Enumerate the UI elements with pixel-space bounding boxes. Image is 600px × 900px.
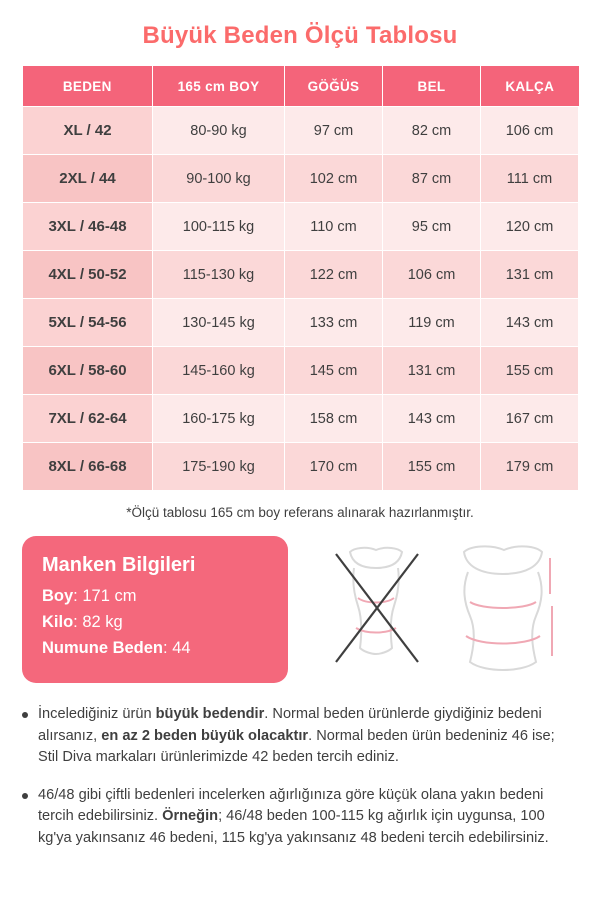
- table-cell-hip: 111 cm: [481, 155, 579, 203]
- table-row: [23, 251, 579, 299]
- model-height-value: 171 cm: [82, 587, 137, 605]
- table-cell-bust: 122 cm: [285, 251, 383, 299]
- bullet-text-2: [38, 785, 578, 850]
- table-header-cell: BEL: [383, 66, 481, 107]
- bullet-dot-icon: [22, 793, 28, 799]
- table-cell-waist: 106 cm: [383, 251, 481, 299]
- table-cell-waist: 87 cm: [383, 155, 481, 203]
- table-header-cell: BEDEN: [23, 66, 153, 107]
- table-header-cell: GÖĞÜS: [285, 66, 383, 107]
- bullet-emphasis: en az 2 beden büyük olacaktır: [101, 727, 309, 744]
- table-cell-size: 4XL / 50-52: [23, 251, 153, 299]
- body-figures: [314, 536, 578, 686]
- table-cell-hip: 131 cm: [481, 251, 579, 299]
- table-row: [23, 107, 579, 155]
- table-row: [23, 155, 579, 203]
- model-weight-line: [42, 613, 268, 632]
- bullet-emphasis: büyük bedendir: [155, 706, 265, 722]
- page-title: Büyük Beden Ölçü Tablosu: [142, 22, 458, 49]
- table-cell-hip: 106 cm: [481, 107, 579, 155]
- crossed-out-slim-body-figure-icon: [350, 548, 402, 654]
- table-cell-size: 6XL / 58-60: [23, 347, 153, 395]
- model-weight-sep: :: [73, 613, 83, 631]
- table-cell-bust: 158 cm: [285, 395, 383, 443]
- guidance-bullet-list: [22, 686, 578, 850]
- table-cell-bust: 170 cm: [285, 443, 383, 491]
- model-sample-size-label: Numune Beden: [42, 639, 164, 657]
- table-cell-size: 5XL / 54-56: [23, 299, 153, 347]
- table-cell-weight: 145-160 kg: [153, 347, 285, 395]
- table-row: [23, 299, 579, 347]
- table-cell-hip: 179 cm: [481, 443, 579, 491]
- table-header-cell: KALÇA: [481, 66, 579, 107]
- table-cell-weight: 130-145 kg: [153, 299, 285, 347]
- model-info-section: [22, 536, 578, 686]
- bullet-dot-icon: [22, 712, 28, 718]
- model-info-card: [22, 536, 288, 683]
- model-weight-value: 82 kg: [82, 613, 123, 631]
- table-cell-waist: 143 cm: [383, 395, 481, 443]
- table-row: [23, 203, 579, 251]
- table-cell-weight: 175-190 kg: [153, 443, 285, 491]
- model-height-line: [42, 587, 268, 606]
- bullet-segment: . Normal beden ürünlerde giydiğiniz bedeni alırsanız,: [38, 706, 542, 744]
- table-cell-size: 3XL / 46-48: [23, 203, 153, 251]
- table-cell-waist: 155 cm: [383, 443, 481, 491]
- model-info-heading: Manken Bilgileri: [42, 554, 196, 576]
- bullet-segment: . Normal beden ürün bedeniniz 46 ise; Stil Diva markaları ürünlerimizde 42 beden tercih ediniz.: [38, 727, 555, 766]
- crossed-out-mark-icon: [336, 554, 418, 662]
- bullet-segment: ; 46/48 beden 100-115 kg ağırlık için uygunsa, 100 kg'ya yakınsanız 46 bedeni, 115 kg'ya yakınsanız 48 bedeni tercih edebilirsiniz.: [38, 808, 549, 846]
- model-sample-size-value: 44: [172, 639, 191, 657]
- table-cell-waist: 131 cm: [383, 347, 481, 395]
- table-header-row: [23, 66, 579, 107]
- table-cell-weight: 90-100 kg: [153, 155, 285, 203]
- table-cell-bust: 110 cm: [285, 203, 383, 251]
- bullet-emphasis: Örneğin: [162, 808, 219, 825]
- bullet-segment: 46/48 gibi çiftli bedenleri incelerken ağırlığınıza göre küçük olana yakın bedeni tercih edebilirsiniz.: [38, 786, 544, 825]
- model-height-sep: :: [73, 587, 83, 605]
- table-cell-size: 2XL / 44: [23, 155, 153, 203]
- table-cell-hip: 143 cm: [481, 299, 579, 347]
- model-sample-size-line: [42, 639, 268, 658]
- table-cell-weight: 160-175 kg: [153, 395, 285, 443]
- table-cell-size: XL / 42: [23, 107, 153, 155]
- table-cell-hip: 167 cm: [481, 395, 579, 443]
- table-cell-weight: 100-115 kg: [153, 203, 285, 251]
- table-cell-size: 8XL / 66-68: [23, 443, 153, 491]
- bullet-segment: İncelediğiniz ürün: [38, 706, 156, 722]
- table-cell-size: 7XL / 62-64: [23, 395, 153, 443]
- model-sample-size-sep: :: [163, 639, 173, 657]
- table-cell-waist: 82 cm: [383, 107, 481, 155]
- model-height-label: Boy: [42, 587, 74, 605]
- table-row: [23, 443, 579, 491]
- table-cell-bust: 145 cm: [285, 347, 383, 395]
- table-row: [23, 395, 579, 443]
- model-weight-label: Kilo: [42, 613, 74, 631]
- table-header-cell: 165 cm BOY: [153, 66, 285, 107]
- table-cell-weight: 80-90 kg: [153, 107, 285, 155]
- table-cell-bust: 133 cm: [285, 299, 383, 347]
- size-table: [22, 66, 579, 491]
- table-cell-waist: 119 cm: [383, 299, 481, 347]
- list-item: [22, 704, 578, 769]
- bullet-text-1: [38, 704, 578, 769]
- table-row: [23, 347, 579, 395]
- list-item: [22, 785, 578, 850]
- table-cell-hip: 120 cm: [481, 203, 579, 251]
- table-cell-bust: 97 cm: [285, 107, 383, 155]
- table-cell-waist: 95 cm: [383, 203, 481, 251]
- table-cell-bust: 102 cm: [285, 155, 383, 203]
- plus-size-body-measurement-figure-icon: [464, 546, 552, 670]
- table-cell-hip: 155 cm: [481, 347, 579, 395]
- table-cell-weight: 115-130 kg: [153, 251, 285, 299]
- table-footnote: *Ölçü tablosu 165 cm boy referans alınarak hazırlanmıştır.: [126, 505, 474, 520]
